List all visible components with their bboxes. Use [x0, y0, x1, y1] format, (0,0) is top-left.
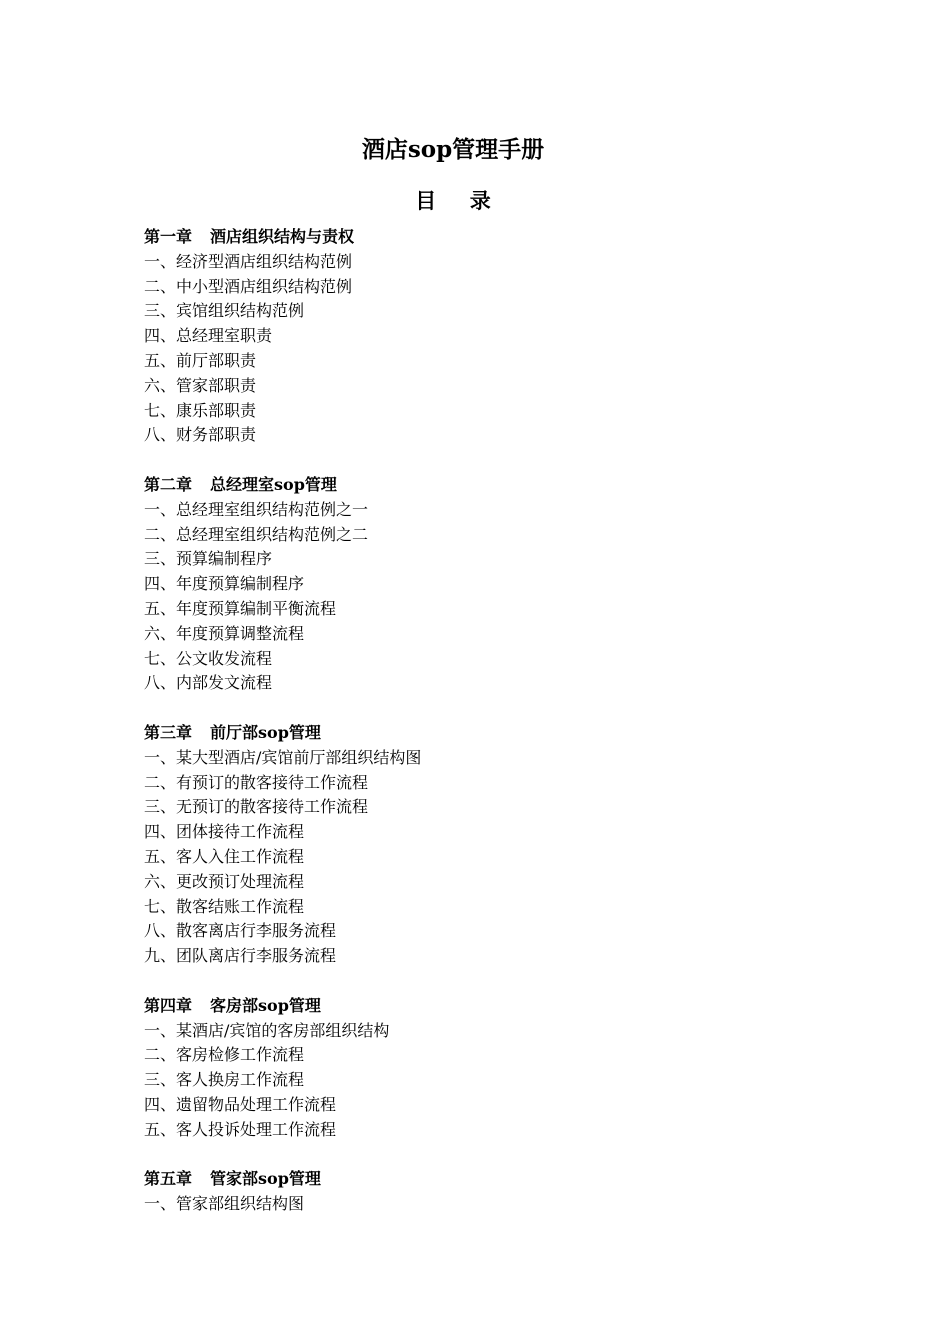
chapter-title: 酒店组织结构与责权 [210, 227, 355, 246]
chapter-heading [144, 473, 844, 498]
toc-item: 八、财务部职责 [144, 425, 257, 445]
toc-item: 三、预算编制程序 [144, 549, 273, 569]
toc-item: 四、总经理室职责 [144, 326, 273, 346]
toc-item: 四、遗留物品处理工作流程 [144, 1094, 337, 1114]
toc-item: 一、管家部组织结构图 [144, 1194, 305, 1214]
chapter-title: 客房部sop管理 [210, 995, 321, 1015]
chapter-number: 第四章 [144, 995, 193, 1015]
toc-chapter [144, 721, 844, 969]
toc-item: 三、宾馆组织结构范例 [144, 301, 305, 321]
chapter-number: 第二章 [144, 474, 193, 494]
chapter-heading [144, 1167, 844, 1192]
toc-chapter [144, 1167, 844, 1217]
toc-item: 二、总经理室组织结构范例之二 [144, 524, 369, 544]
toc-item: 一、某酒店/宾馆的客房部组织结构 [144, 1020, 390, 1040]
toc-item: 二、中小型酒店组织结构范例 [144, 276, 353, 296]
toc-item: 一、总经理室组织结构范例之一 [144, 499, 369, 519]
toc-item: 五、客人投诉处理工作流程 [144, 1119, 337, 1139]
toc-item: 七、公文收发流程 [144, 648, 273, 668]
toc-item: 四、年度预算编制程序 [144, 574, 305, 594]
chapter-title: 前厅部sop管理 [210, 722, 321, 742]
toc-item: 六、年度预算调整流程 [144, 623, 305, 643]
toc-chapter [144, 225, 844, 448]
chapter-heading [144, 994, 844, 1019]
toc-chapter [144, 473, 844, 696]
chapter-title: 管家部sop管理 [210, 1169, 321, 1189]
toc-chapter [144, 994, 844, 1143]
chapter-number: 第五章 [144, 1169, 193, 1189]
toc-item: 一、经济型酒店组织结构范例 [144, 251, 353, 271]
toc-item: 五、年度预算编制平衡流程 [144, 598, 337, 618]
toc-item: 五、前厅部职责 [144, 350, 257, 370]
toc-item: 八、散客离店行李服务流程 [144, 921, 337, 941]
toc-item: 四、团体接待工作流程 [144, 822, 305, 842]
toc-item: 五、客人入住工作流程 [144, 846, 305, 866]
toc-item: 三、客人换房工作流程 [144, 1070, 305, 1090]
toc-item: 二、客房检修工作流程 [144, 1045, 305, 1065]
toc-item: 七、康乐部职责 [144, 400, 257, 420]
chapter-heading [144, 225, 844, 250]
toc-item: 八、内部发文流程 [144, 673, 273, 693]
chapter-heading [144, 721, 844, 746]
toc-heading: 目录 [415, 188, 525, 213]
chapter-title: 总经理室sop管理 [210, 474, 337, 494]
chapter-number: 第一章 [144, 227, 193, 246]
toc-item: 一、某大型酒店/宾馆前厅部组织结构图 [144, 747, 422, 767]
toc-item: 六、管家部职责 [144, 375, 257, 395]
toc-item: 三、无预订的散客接待工作流程 [144, 797, 369, 817]
toc-item: 九、团队离店行李服务流程 [144, 946, 337, 966]
chapter-number: 第三章 [144, 722, 193, 742]
table-of-contents [144, 225, 844, 1242]
toc-item: 六、更改预订处理流程 [144, 871, 305, 891]
document-title: 酒店sop管理手册 [361, 136, 545, 163]
toc-item: 七、散客结账工作流程 [144, 896, 305, 916]
toc-item: 二、有预订的散客接待工作流程 [144, 772, 369, 792]
